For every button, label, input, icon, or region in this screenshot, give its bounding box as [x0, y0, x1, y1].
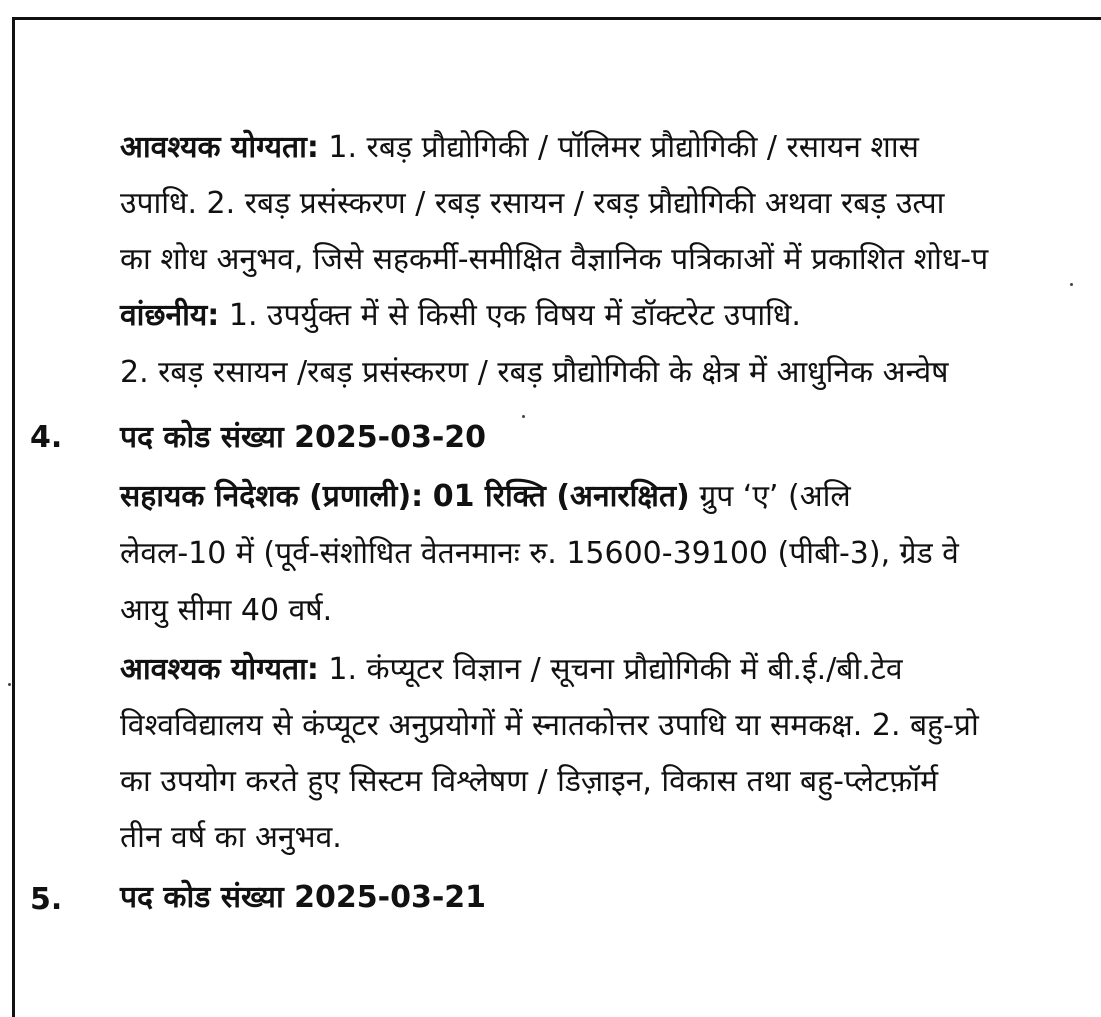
post-detail-line	[120, 477, 851, 517]
qualification-heading: आवश्यक योग्यता:	[120, 130, 319, 165]
post-detail-line: आयु सीमा 40 वर्ष.	[120, 593, 333, 628]
qualification-line: का शोध अनुभव, जिसे सहकर्मी-समीक्षित वैज्ञानिक पत्रिकाओं में प्रकाशित शोध-प	[120, 242, 989, 277]
scan-speck	[8, 683, 11, 686]
post-code-heading: पद कोड संख्या 2025-03-20	[120, 420, 487, 455]
desirable-line: 2. रबड़ रसायन /रबड़ प्रसंस्करण / रबड़ प्रौद्योगिकी के क्षेत्र में आधुनिक अन्वेष	[120, 355, 949, 390]
qualification-line: उपाधि. 2. रबड़ प्रसंस्करण / रबड़ रसायन / रबड़ प्रौद्योगिकी अथवा रबड़ उत्पा	[120, 186, 945, 221]
qualification-line: विश्वविद्यालय से कंप्यूटर अनुप्रयोगों में स्नातकोत्तर उपाधि या समकक्ष. 2. बहु-प्रो	[120, 708, 979, 743]
scan-speck	[1070, 283, 1073, 286]
qualification-text: 1. कंप्यूटर विज्ञान / सूचना प्रौद्योगिकी में बी.ई./बी.टेव	[328, 652, 903, 687]
item-number: 4.	[30, 420, 63, 455]
vacancy-count: 01 रिक्ति (अनारक्षित)	[432, 479, 690, 514]
scan-speck	[522, 415, 525, 418]
item-number: 5.	[30, 882, 63, 917]
desirable-line	[120, 296, 801, 336]
qualification-line	[120, 128, 919, 168]
post-code-heading: पद कोड संख्या 2025-03-21	[120, 880, 487, 915]
qualification-line: का उपयोग करते हुए सिस्टम विश्लेषण / डिज़ाइन, विकास तथा बहु-प्लेटफ़ॉर्म	[120, 764, 939, 799]
qualification-heading: आवश्यक योग्यता:	[120, 652, 319, 687]
qualification-text: 1. रबड़ प्रौद्योगिकी / पॉलिमर प्रौद्योगिकी / रसायन शास	[328, 130, 919, 165]
desirable-text: 1. उपर्युक्त में से किसी एक विषय में डॉक्टरेट उपाधि.	[228, 298, 801, 333]
post-title: सहायक निदेशक (प्रणाली):	[120, 479, 424, 514]
qualification-line	[120, 650, 903, 690]
qualification-line: तीन वर्ष का अनुभव.	[120, 820, 342, 855]
desirable-heading: वांछनीय:	[120, 298, 220, 333]
post-detail-line: लेवल-10 में (पूर्व-संशोधित वेतनमानः रु. 15600-39100 (पीबी-3), ग्रेड वे	[120, 536, 959, 571]
post-group: ग्रुप ‘ए’ (अलि	[699, 479, 851, 514]
